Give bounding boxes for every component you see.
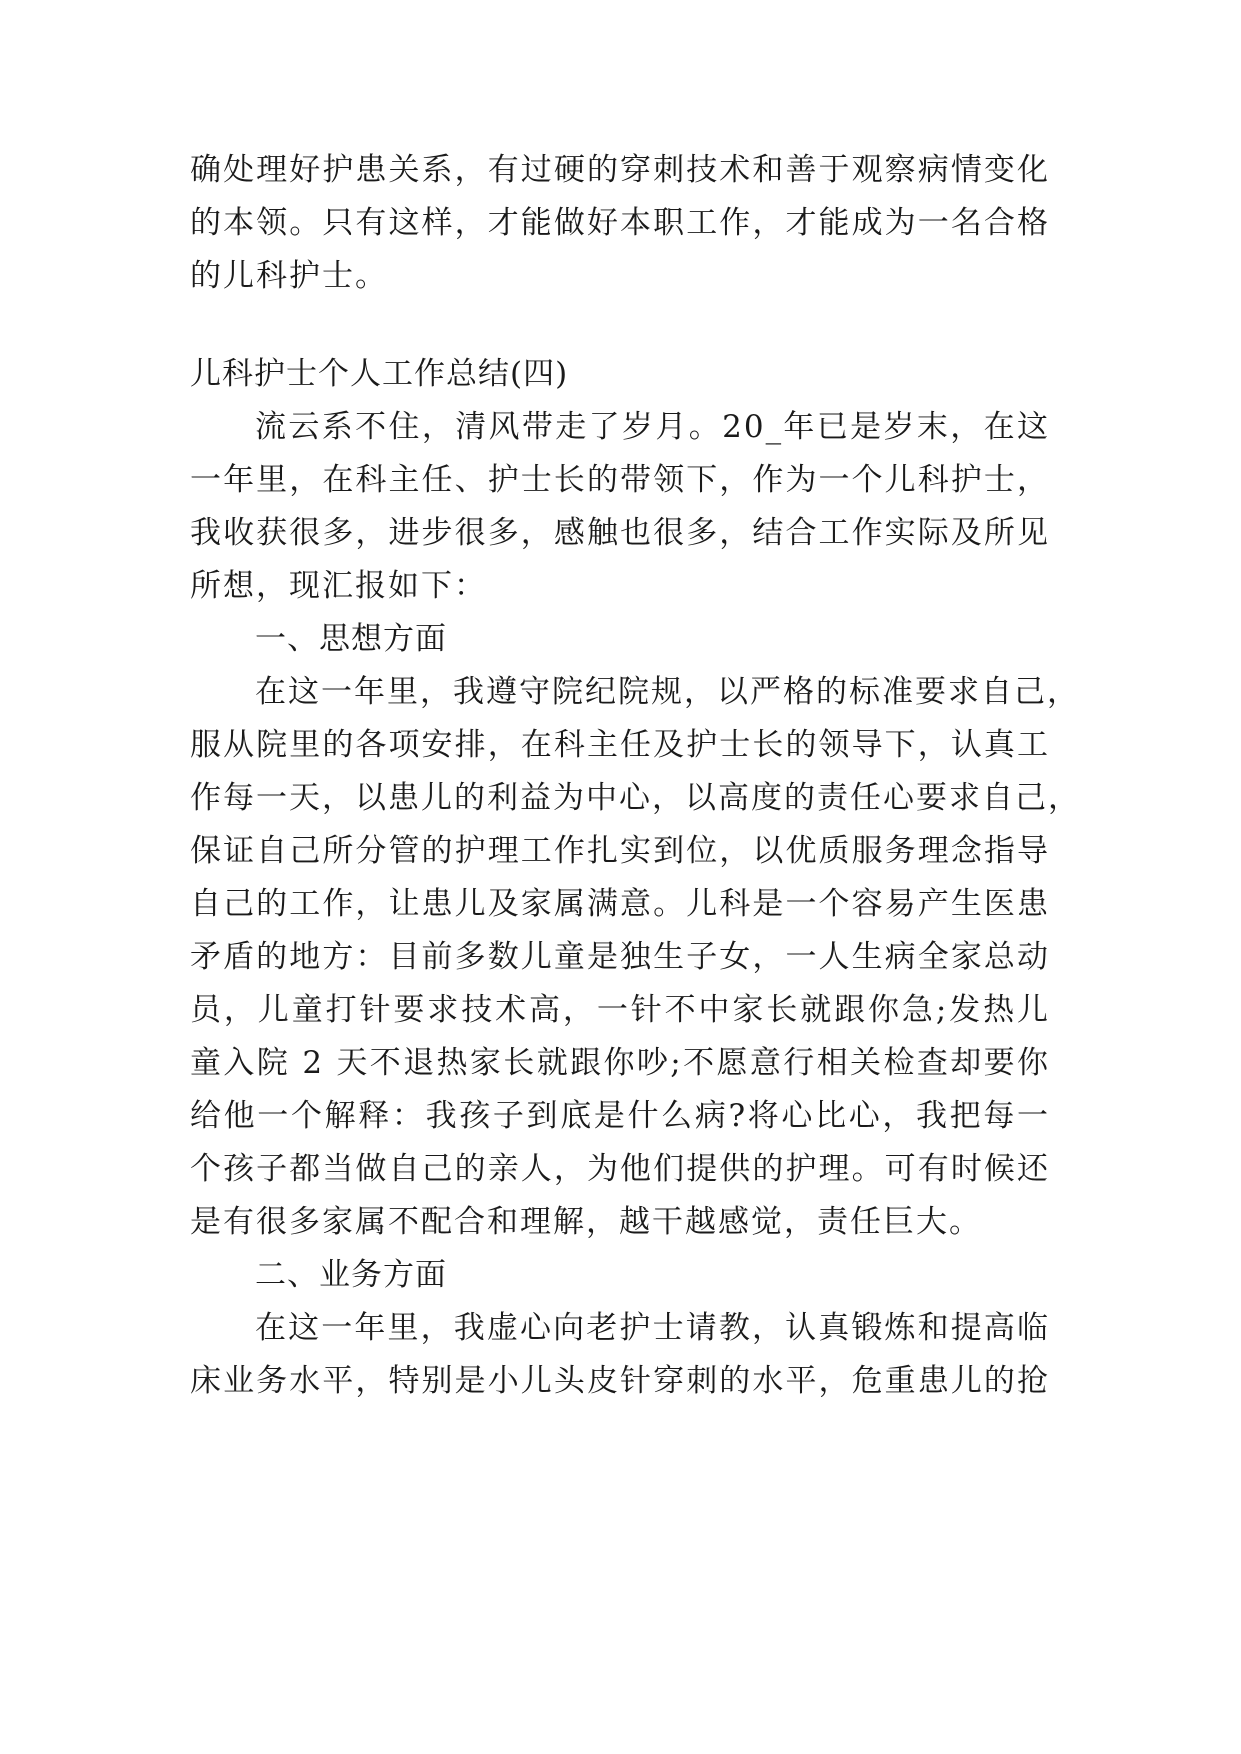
body-text-line: 床业务水平，特别是小儿头皮针穿刺的水平，危重患儿的抢: [190, 1363, 1050, 1399]
body-text-line: 作每一天，以患儿的利益为中心，以高度的责任心要求自己，: [190, 780, 1081, 816]
body-text-line: 确处理好护患关系，有过硬的穿刺技术和善于观察病情变化: [190, 152, 1050, 188]
body-text-line: 流云系不住，清风带走了岁月。20_年已是岁末，在这: [255, 409, 1050, 445]
body-text-line: 的本领。只有这样，才能做好本职工作，才能成为一名合格: [190, 205, 1050, 241]
subheading-ideology: 一、思想方面: [255, 621, 447, 657]
body-text-line: 一年里，在科主任、护士长的带领下，作为一个儿科护士，: [190, 462, 1050, 498]
body-text-line: 在这一年里，我遵守院纪院规，以严格的标准要求自己，: [255, 674, 1080, 710]
body-text-line: 的儿科护士。: [190, 258, 388, 294]
body-text-line: 矛盾的地方：目前多数儿童是独生子女，一人生病全家总动: [190, 939, 1050, 975]
body-text-line: 服从院里的各项安排，在科主任及护士长的领导下，认真工: [190, 727, 1050, 763]
body-text-line: 自己的工作，让患儿及家属满意。儿科是一个容易产生医患: [190, 886, 1050, 922]
body-text-line: 员，儿童打针要求技术高，一针不中家长就跟你急;发热儿: [190, 992, 1050, 1028]
body-text-line: 保证自己所分管的护理工作扎实到位，以优质服务理念指导: [190, 833, 1050, 869]
body-text-line: 是有很多家属不配合和理解，越干越感觉，责任巨大。: [190, 1204, 982, 1240]
body-text-line: 所想，现汇报如下：: [190, 568, 487, 604]
body-text-line: 童入院 2 天不退热家长就跟你吵;不愿意行相关检查却要你: [190, 1045, 1050, 1081]
body-text-line: 我收获很多，进步很多，感触也很多，结合工作实际及所见: [190, 515, 1050, 551]
body-text-line: 给他一个解释：我孩子到底是什么病?将心比心，我把每一: [190, 1098, 1050, 1134]
section-title: 儿科护士个人工作总结(四): [190, 356, 569, 392]
body-text-line: 在这一年里，我虚心向老护士请教，认真锻炼和提高临: [255, 1310, 1050, 1346]
body-text-line: 个孩子都当做自己的亲人，为他们提供的护理。可有时候还: [190, 1151, 1050, 1187]
subheading-business: 二、业务方面: [255, 1257, 447, 1293]
